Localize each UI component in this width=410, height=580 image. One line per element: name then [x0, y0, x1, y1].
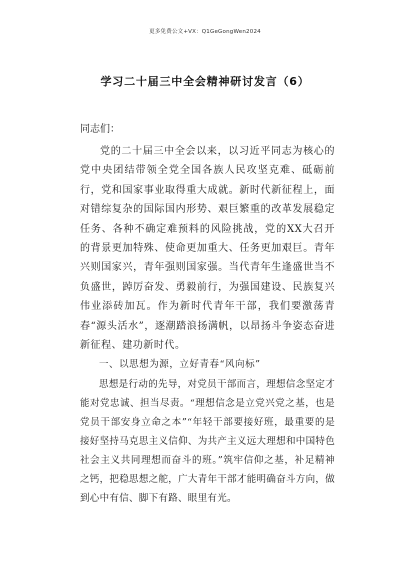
- paragraph-intro: 党的二十届三中全会以来，以习近平同志为核心的党中央团结带领全党全国各族人民攻坚克难、砥砺前行，党和国家事业取得重大成就。新时代新征程上，面对错综复杂的国际国内形势、艰巨繁重的改革发展稳定任务、各种不确定难预料的风险挑战，党的XX大召开的背景更加特殊、使命更加重大、任务更加艰巨。青年兴则国家兴，青年强则国家强。当代青年生逢盛世当不负盛世，踔厉奋发、勇毅前行，为强国建设、民族复兴伟业添砖加瓦。作为新时代青年干部，我们要激荡青春“源头活水”，逐潮踏浪扬满帆，以昂扬斗争姿态奋进新征程、建功新时代。: [80, 146, 335, 352]
- paragraph-section-1: 思想是行动的先导，对党员干部而言，理想信念坚定才能对党忠诚、担当尽责。“理想信念是立党兴党之基，也是党员干部安身立命之本”“年轻干部要接好班，最重要的是接好坚持马克思主义信仰、为共产主义远大理想和中国特色社会主义共同理想而奋斗的班。”筑牢信仰之基，补足精神之钙，把稳思想之舵，广大青年干部才能明确奋斗方向，做到心中有信、脚下有路、眼里有光。: [80, 378, 335, 504]
- header-note: 更多免费公文+VX：Q1GeGongWen2024: [149, 29, 261, 35]
- document-title: 学习二十届三中全会精神研讨发言（6）: [100, 75, 310, 88]
- greeting: 同志们：: [80, 124, 120, 135]
- section-heading: 一、以思想为源，立好青春“风向标”: [99, 359, 261, 371]
- document-body: [80, 122, 335, 508]
